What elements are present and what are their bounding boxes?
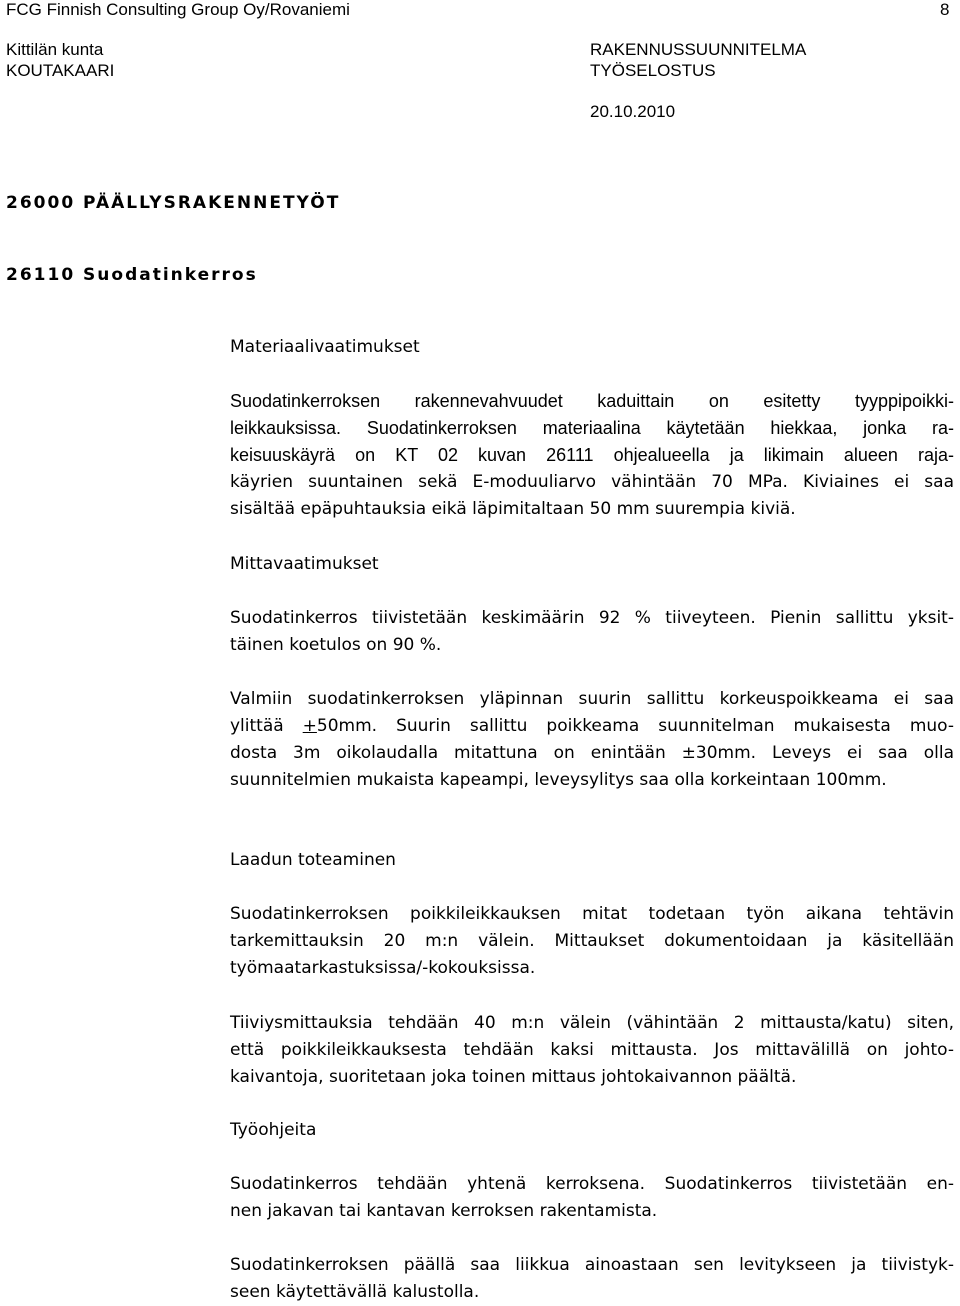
header-date: 20.10.2010 [590,102,676,121]
text-line: sisältää epäpuhtauksia eikä läpimitaltaan 50 mm suurempia kiviä. [230,499,796,519]
header-project: KOUTAKAARI [6,61,115,80]
plus-minus-sign: + [302,716,317,736]
header-doc-type: RAKENNUSSUUNNITELMA [590,40,807,59]
text-line: täinen koetulos on 90 %. [230,635,442,655]
header-company: FCG Finnish Consulting Group Oy/Rovaniemi [6,0,350,19]
page-number: 8 [940,0,950,19]
text-segment: ylittää [230,716,303,736]
sub-heading: 26110 Suodatinkerros [6,265,258,285]
text-line: leikkauksissa. Suodatinkerroksen materiaalina käytetään hiekkaa, jonka ra- [230,418,954,438]
text-line: kaivantoja, suoritetaan joka toinen mittaus johtokaivannon päältä. [230,1067,797,1087]
header-municipality: Kittilän kunta [6,40,104,59]
header-doc-subtype: TYÖSELOSTUS [590,61,716,80]
text-line: että poikkileikkauksesta tehdään kaksi mittausta. Jos mittavälillä on johto- [230,1040,954,1060]
materials-paragraph [230,388,954,523]
text-line: Suodatinkerros tiivistetään keskimäärin 92 % tiiveyteen. Pienin sallittu yksit- [230,608,954,628]
materials-title: Materiaalivaatimukset [230,337,420,357]
quality-title: Laadun toteaminen [230,850,396,870]
text-line: keisuuskäyrä on KT 02 kuvan 26111 ohjealueella ja likimain alueen raja- [230,445,954,465]
text-line: suunnitelmien mukaista kapeampi, leveysylitys saa olla korkeintaan 100mm. [230,770,887,790]
text-line: Suodatinkerroksen rakennevahvuudet kaduittain on esitetty tyyppipoikki- [230,391,954,411]
text-line: seen käytettävällä kalustolla. [230,1282,480,1302]
text-line: Suodatinkerroksen poikkileikkauksen mitat todetaan työn aikana tehtävin [230,904,954,924]
text-line: Tiiviysmittauksia tehdään 40 m:n välein (vähintään 2 mittausta/katu) siten, [230,1013,954,1033]
work-paragraph-2 [230,1252,954,1306]
text-line: käyrien suuntainen sekä E-moduuliarvo vähintään 70 MPa. Kiviaines ei saa [230,472,954,492]
measure-paragraph-2 [230,686,954,794]
text-line: nen jakavan tai kantavan kerroksen rakentamista. [230,1201,658,1221]
quality-paragraph-2 [230,1010,954,1091]
text-line: tarkemittauksin 20 m:n välein. Mittaukset dokumentoidaan ja käsitellään [230,931,954,951]
quality-paragraph-1 [230,901,954,982]
work-paragraph-1 [230,1171,954,1225]
text-line: Valmiin suodatinkerroksen yläpinnan suurin sallittu korkeuspoikkeama ei saa [230,689,954,709]
text-line: työmaatarkastuksissa/-kokouksissa. [230,958,536,978]
measure-title: Mittavaatimukset [230,554,379,574]
main-heading: 26000 PÄÄLLYSRAKENNETYÖT [6,193,341,213]
text-line: dosta 3m oikolaudalla mitattuna on enintään ±30mm. Leveys ei saa olla [230,743,954,763]
text-line [230,713,954,740]
text-line: Suodatinkerroksen päällä saa liikkua ainoastaan sen levitykseen ja tiivistyk- [230,1255,954,1275]
text-line: Suodatinkerros tehdään yhtenä kerroksena. Suodatinkerros tiivistetään en- [230,1174,954,1194]
text-segment: 50mm. Suurin sallittu poikkeama suunnitelman mukaisesta muo- [316,716,955,736]
work-title: Työohjeita [230,1120,317,1140]
measure-paragraph-1 [230,605,954,659]
